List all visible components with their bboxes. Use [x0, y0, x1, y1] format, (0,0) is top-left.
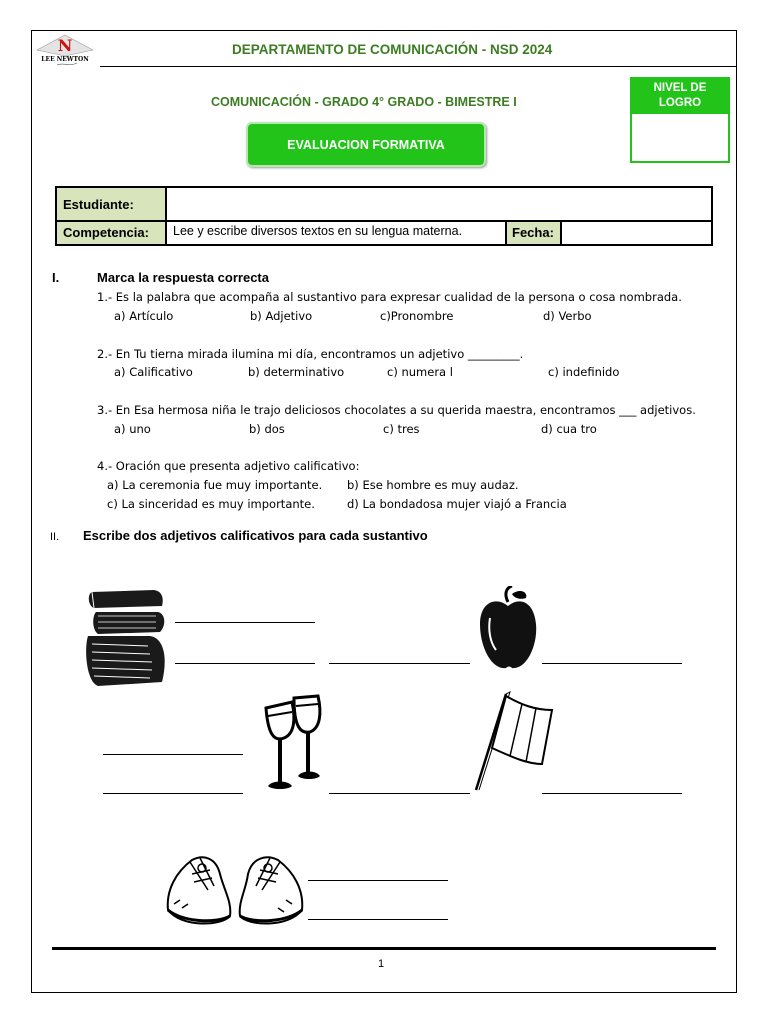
q3-option-c[interactable]: c) tres: [383, 422, 420, 436]
q4-option-d[interactable]: d) La bondadosa mujer viajó a Francia: [347, 497, 567, 511]
answer-line-shoes-2[interactable]: [308, 919, 448, 920]
answer-line-books-2[interactable]: [175, 663, 315, 664]
q4-option-c[interactable]: c) La sinceridad es muy importante.: [107, 497, 315, 511]
q2-option-d[interactable]: c) indefinido: [548, 365, 620, 379]
section-2-title: Escribe dos adjetivos calificativos para cada sustantivo: [83, 528, 428, 543]
question-3-text: 3.- En Esa hermosa niña le trajo deliciosos chocolates a su querida maestra, encontramos ___ adjetivos.: [97, 403, 696, 417]
fecha-label: Fecha:: [507, 222, 562, 244]
evaluation-label: EVALUACION FORMATIVA: [287, 137, 445, 152]
q2-option-b[interactable]: b) determinativo: [248, 365, 345, 379]
answer-line-glasses-1[interactable]: [103, 754, 243, 755]
achievement-level-value[interactable]: [632, 114, 728, 161]
q4-option-a[interactable]: a) La ceremonia fue muy importante.: [107, 478, 323, 492]
competencia-label: Competencia:: [57, 222, 167, 244]
answer-line-apple-2[interactable]: [542, 663, 682, 664]
apple-icon: [476, 586, 540, 672]
q1-option-a[interactable]: a) Artículo: [114, 309, 174, 323]
student-info-table: [55, 186, 713, 246]
question-2-text: 2.- En Tu tierna mirada ilumina mi día, encontramos un adjetivo _________.: [97, 347, 524, 361]
competencia-value: Lee y escribe diversos textos en su lengua materna.: [167, 222, 507, 244]
answer-line-flag-1[interactable]: [329, 793, 470, 794]
student-field[interactable]: [167, 188, 711, 222]
q1-option-d[interactable]: d) Verbo: [543, 309, 592, 323]
q1-option-b[interactable]: b) Adjetivo: [250, 309, 313, 323]
achievement-level-label: NIVEL DE LOGRO: [632, 79, 728, 114]
answer-line-books-1[interactable]: [175, 622, 315, 623]
q3-option-d[interactable]: d) cua tro: [541, 422, 597, 436]
shoes-icon: [162, 850, 308, 932]
q2-option-c[interactable]: c) numera l: [387, 365, 453, 379]
answer-line-glasses-2[interactable]: [103, 793, 243, 794]
evaluation-banner: [246, 122, 486, 167]
section-1-number: I.: [52, 270, 60, 285]
achievement-level-box: [630, 77, 730, 163]
q3-option-a[interactable]: a) uno: [114, 422, 151, 436]
course-subtitle: COMUNICACIÓN - GRADO 4° GRADO - BIMESTRE I: [211, 95, 517, 109]
books-icon: [84, 586, 170, 690]
section-2-number: II.: [50, 531, 60, 543]
page-number: 1: [378, 958, 385, 970]
question-4-text: 4.- Oración que presenta adjetivo calificativo:: [97, 459, 360, 473]
department-title: DEPARTAMENTO DE COMUNICACIÓN - NSD 2024: [232, 42, 553, 57]
header-divider: [100, 66, 737, 67]
glasses-icon: [260, 690, 324, 796]
q4-option-b[interactable]: b) Ese hombre es muy audaz.: [347, 478, 519, 492]
answer-line-flag-2[interactable]: [542, 793, 682, 794]
question-1-text: 1.- Es la palabra que acompaña al sustantivo para expresar cualidad de la persona o cosa nombrada.: [97, 290, 682, 304]
flag-icon: [472, 690, 556, 794]
fecha-field[interactable]: [562, 222, 711, 244]
answer-line-shoes-1[interactable]: [308, 880, 448, 881]
q1-option-c[interactable]: c)Pronombre: [380, 309, 454, 323]
q3-option-b[interactable]: b) dos: [249, 422, 285, 436]
page-border: [31, 30, 737, 993]
logo-text: LEE NEWTON: [41, 56, 89, 63]
svg-text:N: N: [57, 36, 73, 55]
school-logo: [35, 34, 95, 68]
student-label: Estudiante:: [57, 188, 167, 222]
footer-divider: [52, 947, 716, 950]
section-1-title: Marca la respuesta correcta: [97, 270, 269, 285]
q2-option-a[interactable]: a) Calificativo: [114, 365, 193, 379]
answer-line-apple-1[interactable]: [329, 663, 470, 664]
